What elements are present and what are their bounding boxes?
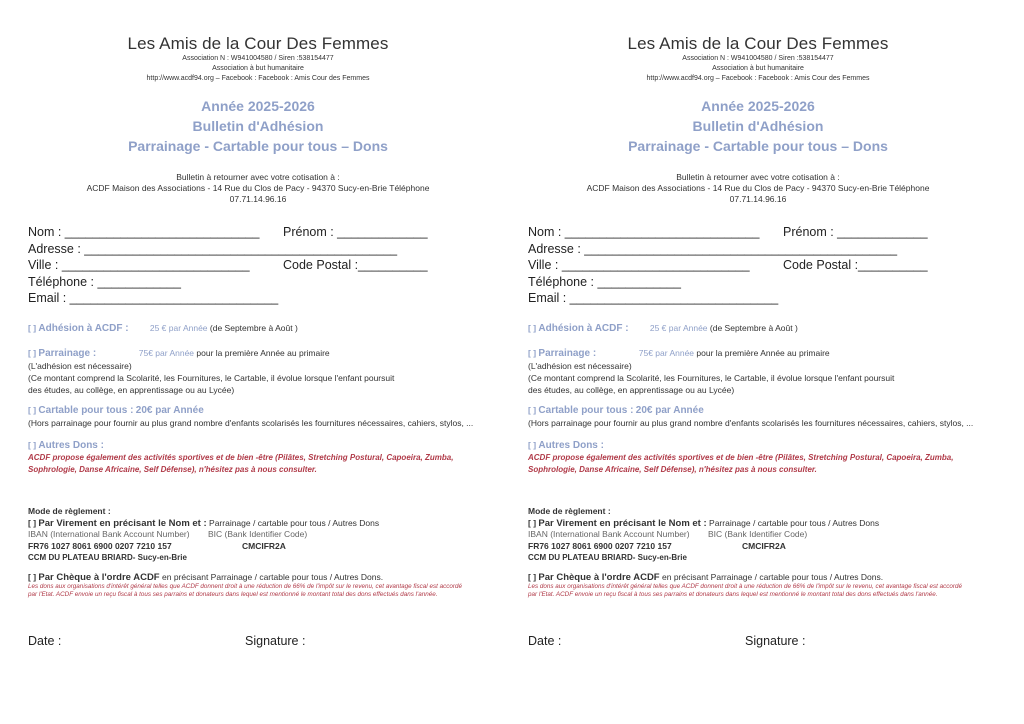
option-parrainage bbox=[28, 347, 498, 396]
assoc-number: Association N : W941004580 / Siren :538154477 bbox=[682, 55, 834, 62]
dons-line-1: ACDF propose également des activités sportives et de bien -être (Pilâtes, Stretching Postural, Capoeira, Zumba, bbox=[528, 453, 954, 462]
bank-labels bbox=[28, 529, 503, 541]
adhesion-price: 25 € par Année bbox=[649, 323, 708, 333]
telephone-row bbox=[528, 274, 998, 291]
adhesion-checkbox[interactable]: [ ] bbox=[528, 323, 537, 333]
adresse-row bbox=[28, 241, 498, 258]
parrainage-label: Parrainage : bbox=[538, 348, 597, 359]
title-block bbox=[508, 96, 1008, 156]
cheque-note: en précisant Parrainage / cartable pour tous / Autres Dons. bbox=[662, 571, 884, 582]
return-line-1: Bulletin à retourner avec votre cotisation à : bbox=[676, 172, 840, 182]
signature-footer bbox=[528, 634, 998, 648]
nom-field[interactable]: Nom : ____________________________ bbox=[528, 225, 760, 239]
bank-labels bbox=[528, 529, 1003, 541]
payment-title: Mode de règlement : bbox=[28, 506, 111, 516]
cheque-label: Par Chèque à l'ordre ACDF bbox=[38, 571, 160, 583]
cartable-line-2: (Hors parrainage pour fournir au plus grand nombre d'enfants scolarisés les fournitures nécessaires, cahiers, stylos, ... bbox=[28, 418, 474, 428]
cheque-note: en précisant Parrainage / cartable pour tous / Autres Dons. bbox=[162, 571, 384, 582]
cartable-checkbox[interactable]: [ ] bbox=[28, 405, 37, 415]
nom-field[interactable]: Nom : ____________________________ bbox=[28, 225, 260, 239]
bic-label: BIC (Bank Identifier Code) bbox=[208, 529, 308, 539]
cartable-label: Cartable pour tous : bbox=[538, 405, 634, 416]
option-dons bbox=[528, 439, 998, 476]
parrainage-checkbox[interactable]: [ ] bbox=[528, 348, 537, 358]
prenom-field[interactable]: Prénom : _____________ bbox=[783, 225, 928, 239]
web-line: http://www.acdf94.org – Facebook : Facebook : Amis Cour des Femmes bbox=[146, 75, 370, 82]
dons-checkbox[interactable]: [ ] bbox=[28, 440, 37, 450]
cheque-checkbox[interactable]: [ ] bbox=[528, 571, 537, 582]
sub-title: Parrainage - Cartable pour tous – Dons bbox=[128, 138, 388, 154]
parrainage-note: pour la première Année au primaire bbox=[696, 348, 830, 358]
bulletin-form-right bbox=[508, 0, 1008, 724]
return-line-1: Bulletin à retourner avec votre cotisation à : bbox=[176, 172, 340, 182]
bulletin-form-left bbox=[8, 0, 508, 724]
parrainage-line-4: des études, au collège, en apprentissage ou au Lycée) bbox=[28, 385, 235, 395]
dons-label: Autres Dons : bbox=[538, 440, 604, 451]
parrainage-line-2: (L'adhésion est nécessaire) bbox=[28, 361, 132, 371]
bulletin-title: Bulletin d'Adhésion bbox=[192, 118, 324, 134]
iban-value: FR76 1027 8061 6900 0207 7210 157 bbox=[28, 540, 172, 551]
ville-field[interactable]: Ville : ___________________________ bbox=[28, 258, 250, 272]
iban-value: FR76 1027 8061 6900 0207 7210 157 bbox=[528, 540, 672, 551]
dons-line-2: Sophrologie, Danse Africaine, Self Défense), n'hésitez pas à nous consulter. bbox=[28, 465, 317, 474]
parrainage-label: Parrainage : bbox=[38, 348, 97, 359]
return-info bbox=[8, 172, 508, 205]
cheque-checkbox[interactable]: [ ] bbox=[28, 571, 37, 582]
dons-line-2: Sophrologie, Danse Africaine, Self Défense), n'hésitez pas à nous consulter. bbox=[528, 465, 817, 474]
org-header bbox=[8, 34, 508, 84]
identity-fields bbox=[28, 224, 498, 307]
parrainage-price: 75€ par Année bbox=[138, 348, 195, 358]
virement-label: Par Virement en précisant le Nom et : bbox=[538, 517, 707, 529]
signature-field[interactable]: Signature : bbox=[245, 634, 306, 648]
parrainage-line-3: (Ce montant comprend la Scolarité, les Fournitures, le Cartable, il évolue lorsque l'enfant poursuit bbox=[528, 373, 895, 383]
fiscal-line-1: Les dons aux organisations d'intérêt général telles que ACDF donnent droit à une réduction de 66% de l'impôt sur le revenu, cet avantage fiscal est accordé bbox=[528, 583, 963, 590]
virement-label: Par Virement en précisant le Nom et : bbox=[38, 517, 207, 529]
dons-checkbox[interactable]: [ ] bbox=[528, 440, 537, 450]
title-block bbox=[8, 96, 508, 156]
fiscal-line-2: par l'Etat. ACDF envoie un reçu fiscal à tous ses parrains et donateurs dans lequel est mentionné le montant total des dons effectués dans l'année. bbox=[28, 591, 438, 598]
date-field[interactable]: Date : bbox=[528, 634, 562, 648]
assoc-purpose: Association à but humanitaire bbox=[212, 65, 304, 72]
parrainage-checkbox[interactable]: [ ] bbox=[28, 348, 37, 358]
option-dons bbox=[28, 439, 498, 476]
payment-title: Mode de règlement : bbox=[528, 506, 611, 516]
payment-section bbox=[528, 506, 1003, 599]
adhesion-checkbox[interactable]: [ ] bbox=[28, 323, 37, 333]
email-field[interactable]: Email : ______________________________ bbox=[528, 291, 779, 305]
nom-row bbox=[28, 224, 498, 241]
return-info bbox=[508, 172, 1008, 205]
bank-values bbox=[528, 541, 1003, 553]
date-field[interactable]: Date : bbox=[28, 634, 62, 648]
return-line-3: 07.71.14.96.16 bbox=[729, 194, 787, 204]
cartable-price: 20€ par Année bbox=[135, 405, 204, 416]
assoc-purpose: Association à but humanitaire bbox=[712, 65, 804, 72]
bic-value: CMCIFR2A bbox=[242, 540, 286, 551]
bic-value: CMCIFR2A bbox=[742, 540, 786, 551]
virement-note: Parrainage / cartable pour tous / Autres Dons bbox=[709, 517, 880, 528]
cartable-label: Cartable pour tous : bbox=[38, 405, 134, 416]
signature-field[interactable]: Signature : bbox=[745, 634, 806, 648]
adresse-row bbox=[528, 241, 998, 258]
parrainage-note: pour la première Année au primaire bbox=[196, 348, 330, 358]
payment-section bbox=[28, 506, 503, 599]
dons-line-1: ACDF propose également des activités sportives et de bien -être (Pilâtes, Stretching Postural, Capoeira, Zumba, bbox=[28, 453, 454, 462]
email-row bbox=[28, 290, 498, 307]
option-adhesion bbox=[528, 322, 998, 335]
cheque-label: Par Chèque à l'ordre ACDF bbox=[538, 571, 660, 583]
iban-label: IBAN (International Bank Account Number) bbox=[528, 529, 690, 539]
assoc-number: Association N : W941004580 / Siren :538154477 bbox=[182, 55, 334, 62]
telephone-field[interactable]: Téléphone : ____________ bbox=[528, 274, 681, 289]
return-line-2: ACDF Maison des Associations - 14 Rue du Clos de Pacy - 94370 Sucy-en-Brie Téléphone bbox=[86, 183, 430, 193]
membership-options bbox=[528, 322, 998, 476]
org-name: Les Amis de la Cour Des Femmes bbox=[627, 34, 889, 53]
adhesion-price: 25 € par Année bbox=[149, 323, 208, 333]
fiscal-line-2: par l'Etat. ACDF envoie un reçu fiscal à tous ses parrains et donateurs dans lequel est mentionné le montant total des dons effectués dans l'année. bbox=[528, 591, 938, 598]
option-cartable bbox=[28, 404, 498, 429]
web-line: http://www.acdf94.org – Facebook : Facebook : Amis Cour des Femmes bbox=[646, 75, 870, 82]
return-line-3: 07.71.14.96.16 bbox=[229, 194, 287, 204]
adresse-field[interactable]: Adresse : _____________________________________________ bbox=[28, 241, 398, 256]
adhesion-label: Adhésion à ACDF : bbox=[38, 323, 129, 334]
code-postal-field[interactable]: Code Postal :__________ bbox=[783, 258, 928, 272]
org-name: Les Amis de la Cour Des Femmes bbox=[127, 34, 389, 53]
option-cartable bbox=[528, 404, 998, 429]
virement-checkbox[interactable]: [ ] bbox=[528, 517, 537, 528]
email-row bbox=[528, 290, 998, 307]
option-adhesion bbox=[28, 322, 498, 335]
cartable-checkbox[interactable]: [ ] bbox=[528, 405, 537, 415]
identity-fields bbox=[528, 224, 998, 307]
bank-name: CCM DU PLATEAU BRIARD- Sucy-en-Brie bbox=[528, 553, 687, 562]
prenom-field[interactable]: Prénom : _____________ bbox=[283, 225, 428, 239]
telephone-field[interactable]: Téléphone : ____________ bbox=[28, 274, 181, 289]
virement-checkbox[interactable]: [ ] bbox=[28, 517, 37, 528]
membership-options bbox=[28, 322, 498, 476]
email-field[interactable]: Email : ______________________________ bbox=[28, 291, 279, 305]
bic-label: BIC (Bank Identifier Code) bbox=[708, 529, 808, 539]
dons-label: Autres Dons : bbox=[38, 440, 104, 451]
cartable-price: 20€ par Année bbox=[635, 405, 704, 416]
ville-row bbox=[28, 257, 498, 274]
year-title: Année 2025-2026 bbox=[201, 98, 315, 114]
parrainage-line-4: des études, au collège, en apprentissage ou au Lycée) bbox=[528, 385, 735, 395]
nom-row bbox=[528, 224, 998, 241]
year-title: Année 2025-2026 bbox=[701, 98, 815, 114]
org-header bbox=[508, 34, 1008, 84]
telephone-row bbox=[28, 274, 498, 291]
signature-footer bbox=[28, 634, 498, 648]
cartable-line-2: (Hors parrainage pour fournir au plus grand nombre d'enfants scolarisés les fournitures nécessaires, cahiers, stylos, ... bbox=[528, 418, 974, 428]
parrainage-line-3: (Ce montant comprend la Scolarité, les Fournitures, le Cartable, il évolue lorsque l'enfant poursuit bbox=[28, 373, 395, 383]
adhesion-note: (de Septembre à Août ) bbox=[209, 323, 298, 333]
ville-field[interactable]: Ville : ___________________________ bbox=[528, 258, 750, 272]
ville-row bbox=[528, 257, 998, 274]
bank-values bbox=[28, 541, 503, 553]
fiscal-line-1: Les dons aux organisations d'intérêt général telles que ACDF donnent droit à une réduction de 66% de l'impôt sur le revenu, cet avantage fiscal est accordé bbox=[28, 583, 463, 590]
adhesion-label: Adhésion à ACDF : bbox=[538, 323, 629, 334]
adhesion-note: (de Septembre à Août ) bbox=[709, 323, 798, 333]
parrainage-line-2: (L'adhésion est nécessaire) bbox=[528, 361, 632, 371]
parrainage-price: 75€ par Année bbox=[638, 348, 695, 358]
virement-note: Parrainage / cartable pour tous / Autres Dons bbox=[209, 517, 380, 528]
bulletin-title: Bulletin d'Adhésion bbox=[692, 118, 824, 134]
option-parrainage bbox=[528, 347, 998, 396]
adresse-field[interactable]: Adresse : _____________________________________________ bbox=[528, 241, 898, 256]
bank-name: CCM DU PLATEAU BRIARD- Sucy-en-Brie bbox=[28, 553, 187, 562]
return-line-2: ACDF Maison des Associations - 14 Rue du Clos de Pacy - 94370 Sucy-en-Brie Téléphone bbox=[586, 183, 930, 193]
code-postal-field[interactable]: Code Postal :__________ bbox=[283, 258, 428, 272]
sub-title: Parrainage - Cartable pour tous – Dons bbox=[628, 138, 888, 154]
iban-label: IBAN (International Bank Account Number) bbox=[28, 529, 190, 539]
